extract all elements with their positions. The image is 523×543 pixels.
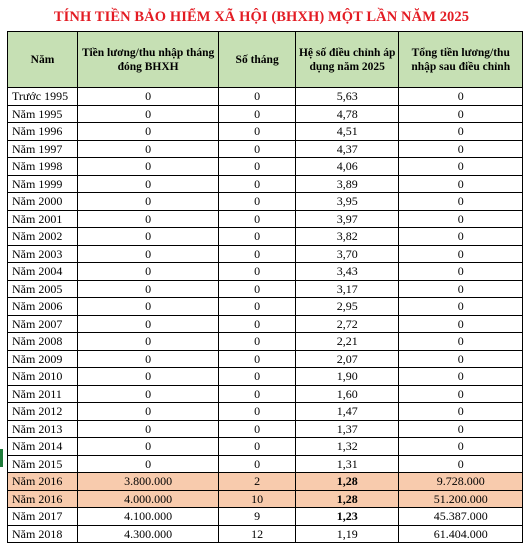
cell-total[interactable]: 0 (399, 263, 523, 281)
cell-months[interactable]: 0 (219, 455, 296, 473)
cell-total[interactable]: 0 (399, 88, 523, 106)
sheet-title: TÍNH TIỀN BẢO HIỂM XÃ HỘI (BHXH) MỘT LẦN NĂM 2025 (53, 9, 470, 25)
cell-months[interactable]: 0 (219, 368, 296, 386)
cell-months[interactable]: 0 (219, 438, 296, 456)
cell-total[interactable]: 0 (399, 298, 523, 316)
table-row (8, 350, 523, 368)
cell-salary[interactable]: 4.000.000 (77, 490, 218, 508)
cell-coef[interactable]: 2,95 (295, 298, 398, 316)
cell-salary[interactable]: 0 (77, 193, 218, 211)
cell-year[interactable]: Trước 1995 (8, 88, 78, 106)
cell-coef[interactable]: 2,21 (295, 333, 398, 351)
cell-year[interactable]: Năm 2015 (8, 455, 78, 473)
cell-total[interactable]: 9.728.000 (399, 473, 523, 491)
cell-salary[interactable]: 0 (77, 350, 218, 368)
header-total[interactable]: Tổng tiền lương/thu nhập sau điều chỉnh (399, 32, 523, 88)
cell-coef[interactable]: 3,89 (295, 175, 398, 193)
cell-months[interactable]: 0 (219, 88, 296, 106)
cell-coef[interactable]: 3,97 (295, 210, 398, 228)
cell-coef[interactable]: 3,43 (295, 263, 398, 281)
cell-months[interactable]: 0 (219, 105, 296, 123)
cell-salary[interactable]: 0 (77, 455, 218, 473)
cell-coef[interactable]: 4,51 (295, 123, 398, 141)
table-row (8, 140, 523, 158)
cell-months[interactable]: 0 (219, 193, 296, 211)
table-row (8, 175, 523, 193)
cell-year[interactable]: Năm 1997 (8, 140, 78, 158)
table-row (8, 298, 523, 316)
cell-total[interactable]: 0 (399, 455, 523, 473)
cell-salary[interactable]: 0 (77, 315, 218, 333)
cell-year[interactable]: Năm 2007 (8, 315, 78, 333)
cell-months[interactable]: 0 (219, 228, 296, 246)
cell-year[interactable]: Năm 2012 (8, 403, 78, 421)
cell-year[interactable]: Năm 2008 (8, 333, 78, 351)
cell-salary[interactable]: 0 (77, 263, 218, 281)
cell-year[interactable]: Năm 2003 (8, 245, 78, 263)
cell-coef[interactable]: 1,28 (295, 490, 398, 508)
cell-coef[interactable]: 3,95 (295, 193, 398, 211)
cell-year[interactable]: Năm 2017 (8, 508, 78, 526)
cell-year[interactable]: Năm 2016 (8, 473, 78, 491)
cell-year[interactable]: Năm 1999 (8, 175, 78, 193)
table-row (8, 123, 523, 141)
table-row (8, 508, 523, 526)
cell-coef[interactable]: 1,23 (295, 508, 398, 526)
cell-salary[interactable]: 0 (77, 438, 218, 456)
table-row (8, 438, 523, 456)
cell-year[interactable]: Năm 2013 (8, 420, 78, 438)
table-row (8, 490, 523, 508)
cell-year[interactable]: Năm 2001 (8, 210, 78, 228)
cell-salary[interactable]: 0 (77, 298, 218, 316)
table-row (8, 385, 523, 403)
cell-year[interactable]: Năm 1996 (8, 123, 78, 141)
table-row (8, 403, 523, 421)
cell-year[interactable]: Năm 2011 (8, 385, 78, 403)
cell-year[interactable]: Năm 2004 (8, 263, 78, 281)
table-row (8, 105, 523, 123)
cell-salary[interactable]: 0 (77, 140, 218, 158)
cell-months[interactable]: 0 (219, 280, 296, 298)
cell-salary[interactable]: 3.800.000 (77, 473, 218, 491)
cell-coef[interactable]: 3,82 (295, 228, 398, 246)
table-row (8, 280, 523, 298)
cell-coef[interactable]: 3,70 (295, 245, 398, 263)
cell-salary[interactable]: 0 (77, 385, 218, 403)
cell-salary[interactable]: 0 (77, 333, 218, 351)
cell-total[interactable]: 45.387.000 (399, 508, 523, 526)
cell-months[interactable]: 0 (219, 385, 296, 403)
table-row (8, 228, 523, 246)
cell-coef[interactable]: 1,32 (295, 438, 398, 456)
cell-salary[interactable]: 0 (77, 403, 218, 421)
cell-total[interactable]: 0 (399, 193, 523, 211)
cell-total[interactable]: 0 (399, 368, 523, 386)
cell-total[interactable]: 0 (399, 140, 523, 158)
table-row (8, 315, 523, 333)
cell-coef[interactable]: 4,78 (295, 105, 398, 123)
active-row-marker (0, 449, 3, 467)
cell-total[interactable]: 0 (399, 158, 523, 176)
cell-year[interactable]: Năm 2010 (8, 368, 78, 386)
header-row (8, 32, 523, 88)
cell-year[interactable]: Năm 1998 (8, 158, 78, 176)
cell-year[interactable]: Năm 2005 (8, 280, 78, 298)
cell-salary[interactable]: 0 (77, 228, 218, 246)
cell-months[interactable]: 10 (219, 490, 296, 508)
header-year[interactable]: Năm (8, 32, 78, 88)
cell-year[interactable]: Năm 2002 (8, 228, 78, 246)
cell-year[interactable]: Năm 1995 (8, 105, 78, 123)
cell-total[interactable]: 0 (399, 210, 523, 228)
cell-coef[interactable]: 1,90 (295, 368, 398, 386)
table-row (8, 263, 523, 281)
cell-salary[interactable]: 4.100.000 (77, 508, 218, 526)
table-row (8, 368, 523, 386)
table-row (8, 333, 523, 351)
table-row (8, 525, 523, 543)
cell-months[interactable]: 0 (219, 403, 296, 421)
table-row (8, 210, 523, 228)
spreadsheet-area (0, 31, 523, 541)
cell-salary[interactable]: 0 (77, 210, 218, 228)
cell-salary[interactable]: 0 (77, 280, 218, 298)
table-row (8, 158, 523, 176)
table-row (8, 420, 523, 438)
cell-salary[interactable]: 0 (77, 245, 218, 263)
cell-total[interactable]: 0 (399, 105, 523, 123)
cell-months[interactable]: 12 (219, 525, 296, 543)
cell-total[interactable]: 51.200.000 (399, 490, 523, 508)
bhxh-table (7, 31, 523, 543)
cell-year[interactable]: Năm 2018 (8, 525, 78, 543)
cell-coef[interactable]: 3,17 (295, 280, 398, 298)
cell-total[interactable]: 0 (399, 385, 523, 403)
cell-salary[interactable]: 0 (77, 105, 218, 123)
cell-months[interactable]: 0 (219, 158, 296, 176)
table-row (8, 245, 523, 263)
cell-total[interactable]: 0 (399, 350, 523, 368)
cell-months[interactable]: 9 (219, 508, 296, 526)
table-row (8, 455, 523, 473)
cell-year[interactable]: Năm 2016 (8, 490, 78, 508)
cell-salary[interactable]: 0 (77, 123, 218, 141)
cell-coef[interactable]: 4,06 (295, 158, 398, 176)
cell-year[interactable]: Năm 2000 (8, 193, 78, 211)
cell-total[interactable]: 0 (399, 280, 523, 298)
cell-months[interactable]: 0 (219, 350, 296, 368)
cell-coef[interactable]: 4,37 (295, 140, 398, 158)
cell-salary[interactable]: 4.300.000 (77, 525, 218, 543)
cell-months[interactable]: 0 (219, 333, 296, 351)
cell-coef[interactable]: 1,31 (295, 455, 398, 473)
header-months[interactable]: Số tháng (219, 32, 296, 88)
cell-coef[interactable]: 1,60 (295, 385, 398, 403)
cell-total[interactable]: 0 (399, 175, 523, 193)
cell-coef[interactable]: 2,72 (295, 315, 398, 333)
cell-months[interactable]: 0 (219, 123, 296, 141)
cell-salary[interactable]: 0 (77, 88, 218, 106)
table-row (8, 193, 523, 211)
cell-months[interactable]: 0 (219, 140, 296, 158)
cell-salary[interactable]: 0 (77, 368, 218, 386)
cell-coef[interactable]: 1,37 (295, 420, 398, 438)
cell-year[interactable]: Năm 2006 (8, 298, 78, 316)
cell-salary[interactable]: 0 (77, 175, 218, 193)
table-row (8, 88, 523, 106)
header-salary[interactable]: Tiền lương/thu nhập tháng đóng BHXH (77, 32, 218, 88)
table-body (8, 88, 523, 543)
cell-months[interactable]: 0 (219, 175, 296, 193)
cell-total[interactable]: 0 (399, 438, 523, 456)
cell-months[interactable]: 2 (219, 473, 296, 491)
cell-months[interactable]: 0 (219, 245, 296, 263)
cell-months[interactable]: 0 (219, 315, 296, 333)
cell-coef[interactable]: 1,47 (295, 403, 398, 421)
cell-months[interactable]: 0 (219, 210, 296, 228)
cell-coef[interactable]: 1,19 (295, 525, 398, 543)
cell-salary[interactable]: 0 (77, 420, 218, 438)
cell-total[interactable]: 0 (399, 403, 523, 421)
cell-total[interactable]: 0 (399, 228, 523, 246)
cell-total[interactable]: 0 (399, 420, 523, 438)
header-coef[interactable]: Hệ số điều chỉnh áp dụng năm 2025 (295, 32, 398, 88)
cell-coef[interactable]: 5,63 (295, 88, 398, 106)
cell-coef[interactable]: 2,07 (295, 350, 398, 368)
cell-year[interactable]: Năm 2009 (8, 350, 78, 368)
cell-total[interactable]: 0 (399, 245, 523, 263)
cell-salary[interactable]: 0 (77, 158, 218, 176)
cell-total[interactable]: 0 (399, 333, 523, 351)
cell-months[interactable]: 0 (219, 420, 296, 438)
cell-year[interactable]: Năm 2014 (8, 438, 78, 456)
cell-total[interactable]: 0 (399, 123, 523, 141)
cell-total[interactable]: 0 (399, 315, 523, 333)
table-row (8, 473, 523, 491)
cell-coef[interactable]: 1,28 (295, 473, 398, 491)
cell-months[interactable]: 0 (219, 263, 296, 281)
cell-months[interactable]: 0 (219, 298, 296, 316)
cell-total[interactable]: 61.404.000 (399, 525, 523, 543)
